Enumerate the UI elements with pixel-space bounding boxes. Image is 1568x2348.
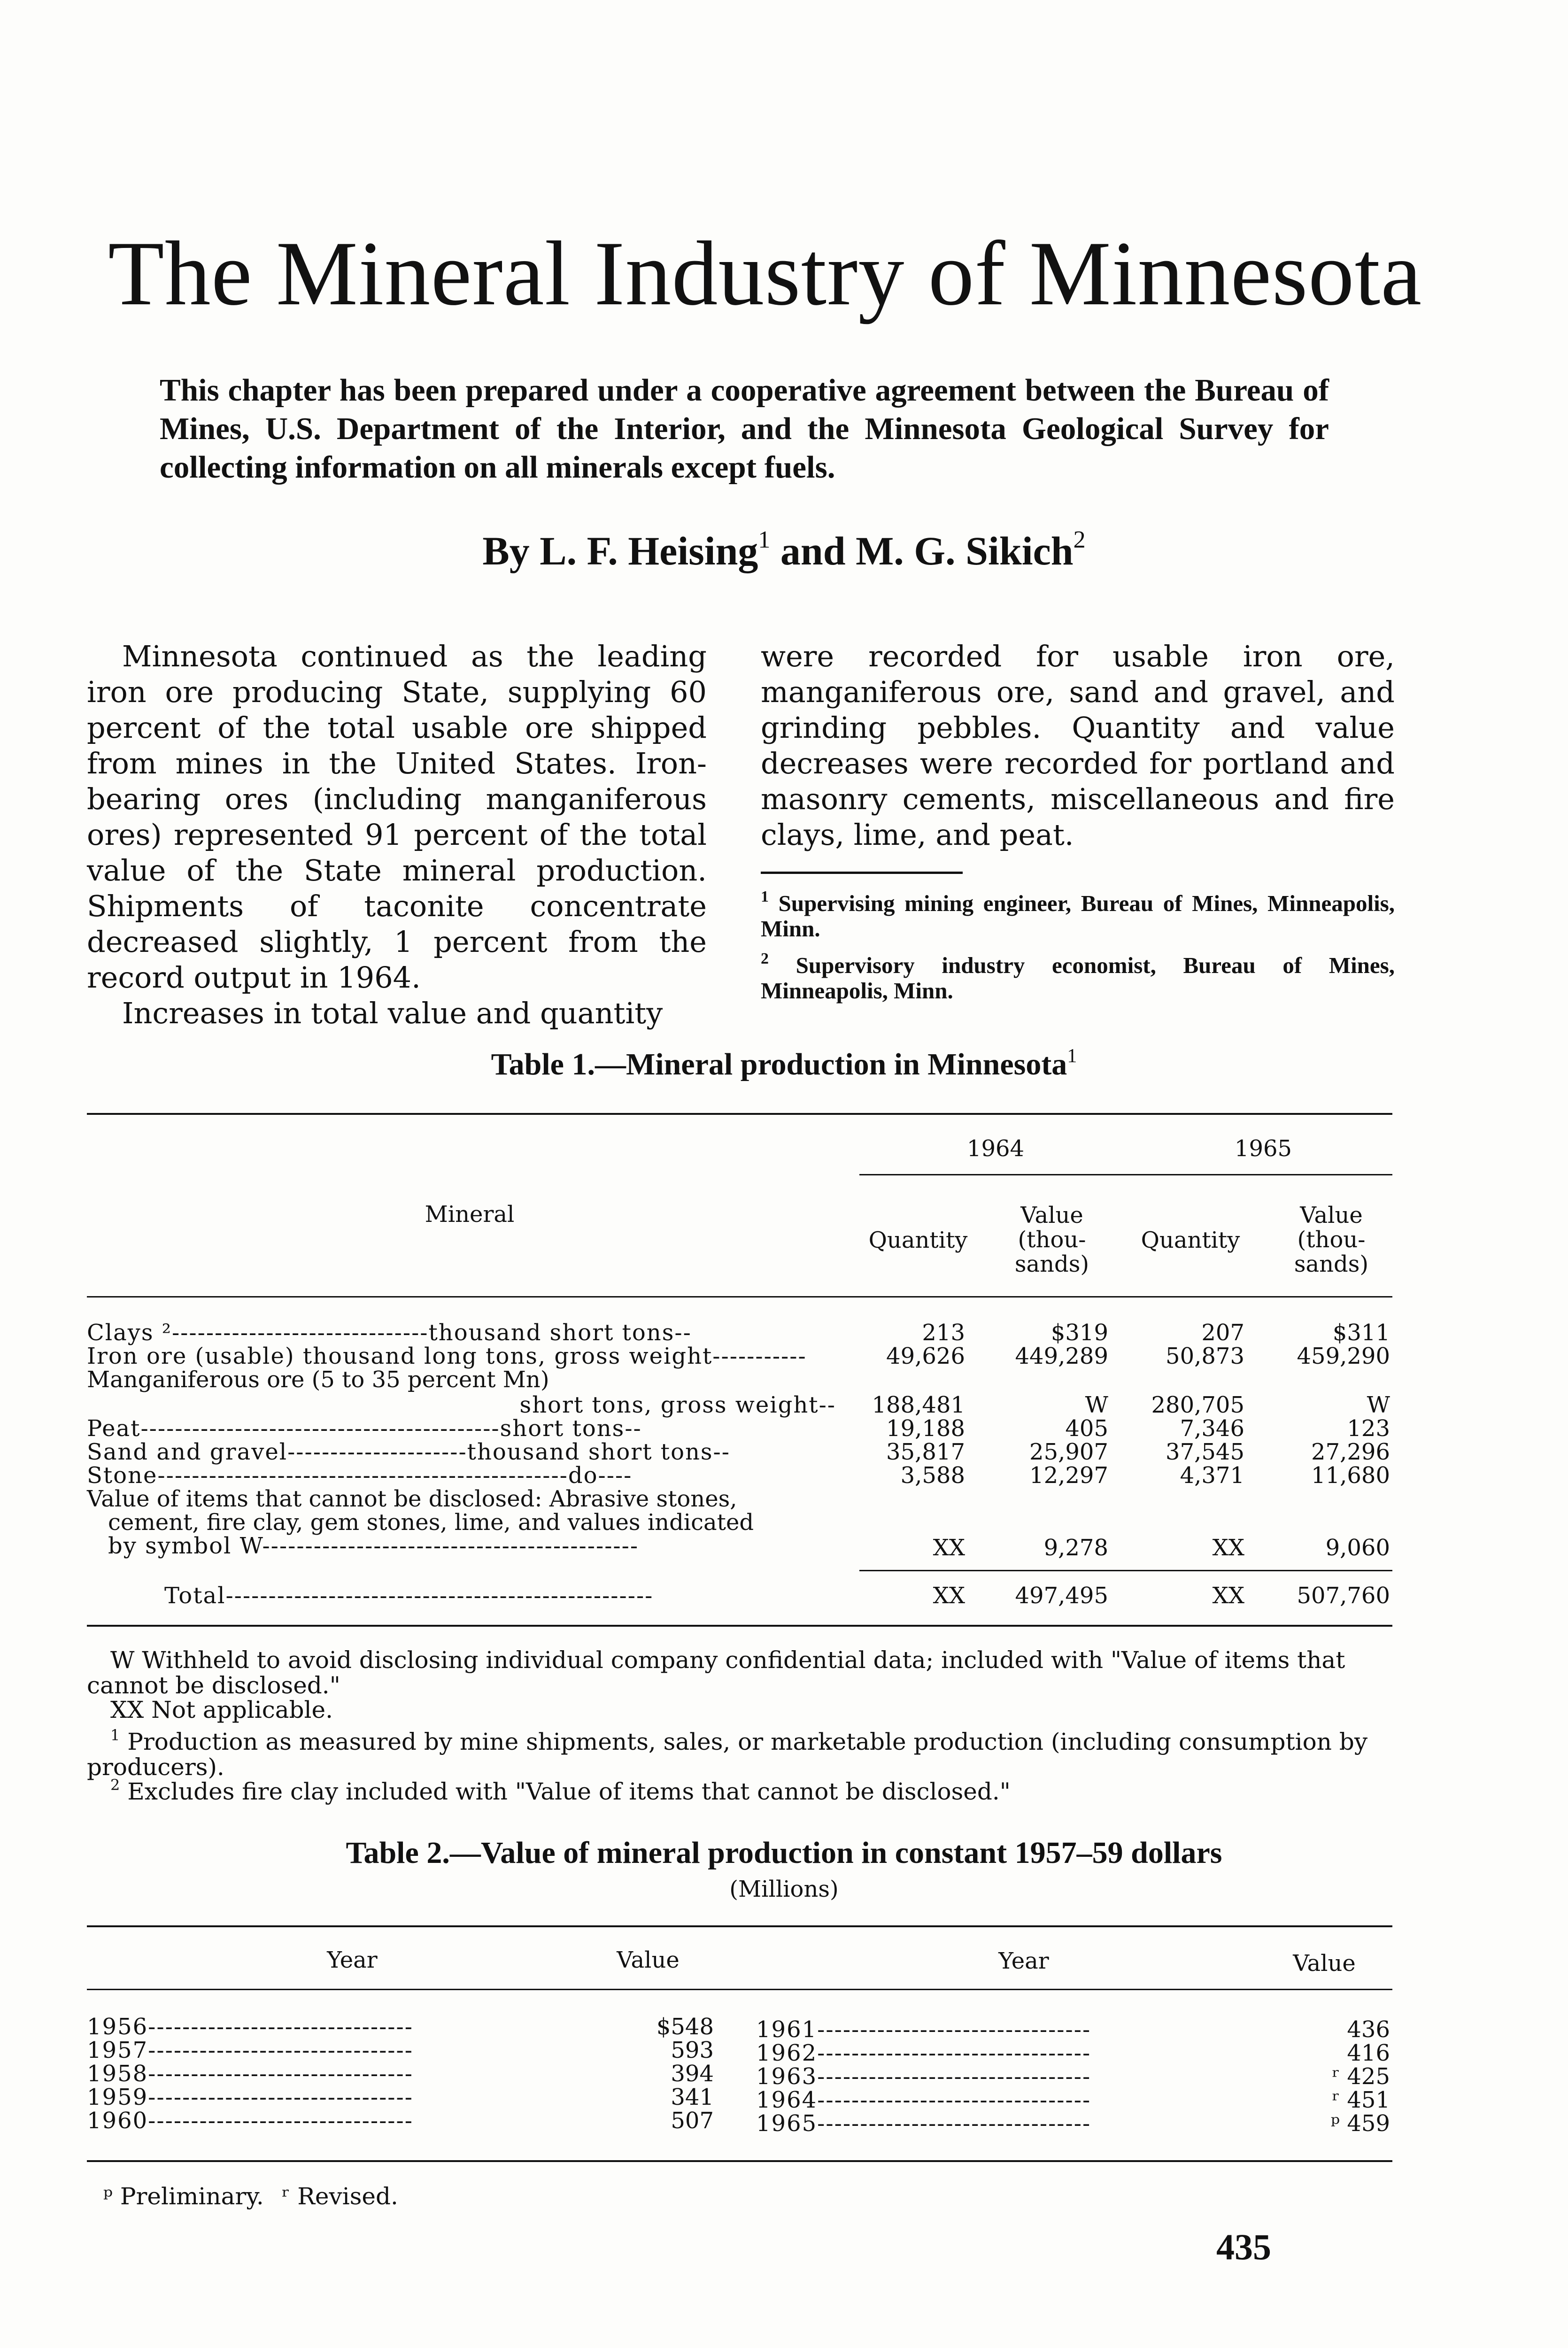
- table-1-cell: 213: [922, 1320, 965, 1346]
- row-unit-text: thousand short tons: [467, 1439, 713, 1465]
- table-1-cell: 9,278: [1043, 1535, 1108, 1561]
- row-unit-text: do: [568, 1462, 598, 1489]
- table-2-row-value: 416: [1347, 2040, 1390, 2066]
- table-1-cell: 12,297: [1029, 1462, 1108, 1489]
- table-1-header-quantity-1965: Quantity: [1141, 1227, 1240, 1253]
- table-1-cell: 19,188: [886, 1415, 965, 1442]
- table-1-caption-text: Table 1.—Mineral production in Minnesota: [491, 1047, 1067, 1081]
- table-1-header-value-1965: [1273, 1203, 1390, 1276]
- table-2-row-value: ʳ 451: [1332, 2087, 1390, 2113]
- table-2-row-year: 1961--------------------------------: [756, 2016, 1091, 2043]
- table-1-header-quantity-1964: Quantity: [868, 1227, 968, 1253]
- table-1-bottom-rule: [87, 1625, 1392, 1627]
- table-1-cell: W: [1367, 1392, 1390, 1418]
- year-text: 1960: [87, 2108, 148, 2134]
- header-value-line3: sands): [1014, 1251, 1089, 1277]
- row-label-text: Iron ore (usable) thousand long tons, gross weight: [87, 1343, 713, 1369]
- table-2-header-year-right: Year: [998, 1948, 1049, 1974]
- year-text: 1961: [756, 2016, 818, 2043]
- table-1-row-label: Peat------------------------------------------short tons--: [87, 1415, 642, 1442]
- table-1-cell: $319: [1050, 1320, 1108, 1346]
- table-1-row-label: Stone------------------------------------------------do----: [87, 1462, 633, 1489]
- table-2-row-year: 1959-------------------------------: [87, 2084, 413, 2110]
- table-2-row-value: $548: [656, 2014, 714, 2040]
- table-2-row-year: 1957-------------------------------: [87, 2037, 413, 2063]
- table-1-row-label: Sand and gravel---------------------thousand short tons--: [87, 1439, 730, 1465]
- note-1-text: Production as measured by mine shipments, sales, or marketable production (including consumption by producers).: [87, 1728, 1368, 1781]
- footnote-2-mark: 2: [761, 950, 769, 967]
- table-2-header-year-left: Year: [327, 1947, 378, 1973]
- year-text: 1965: [756, 2110, 818, 2137]
- author-1-footnote-mark: 1: [758, 526, 771, 553]
- table-1-header-rule: [87, 1296, 1392, 1298]
- table-1-cell: 7,346: [1180, 1415, 1244, 1442]
- table-1-cell: 507,760: [1297, 1583, 1390, 1609]
- table-1-header-mineral: Mineral: [425, 1201, 515, 1228]
- table-2-caption: Table 2.—Value of mineral production in constant 1957–59 dollars: [346, 1836, 1222, 1870]
- table-1-cell: 49,626: [886, 1343, 965, 1369]
- year-text: 1959: [87, 2084, 148, 2110]
- header-value-line1: Value: [1020, 1202, 1083, 1228]
- table-1-cell: 449,289: [1015, 1343, 1108, 1369]
- body-paragraph-2-end: were recorded for usable iron ore, manganiferous ore, sand and gravel, and grinding pebbles. Quantity and value decreases were recorded for portland and masonry cements, miscellaneous and fire clays, lime, and peat.: [761, 639, 1395, 852]
- footnote-2-text: Supervisory industry economist, Bureau of Mines, Minneapolis, Minn.: [761, 952, 1395, 1004]
- table-2-row-value: 593: [671, 2037, 714, 2063]
- table-1-caption-mark: 1: [1067, 1045, 1077, 1067]
- table-2-row-year: 1956-------------------------------: [87, 2014, 413, 2040]
- table-1-cell: XX: [933, 1583, 965, 1609]
- table-1-cell: $311: [1332, 1320, 1390, 1346]
- year-text: 1963: [756, 2063, 818, 2090]
- table-1-cell: 27,296: [1311, 1439, 1390, 1465]
- note-1-mark: 1: [110, 1726, 120, 1744]
- table-1-year-rule: [859, 1174, 1392, 1175]
- footnote-1-text: Supervising mining engineer, Bureau of Mines, Minneapolis, Minn.: [761, 890, 1395, 942]
- table-1-cell: 280,705: [1151, 1392, 1244, 1418]
- footnote-1: [761, 884, 1395, 942]
- page-number: 435: [1216, 2226, 1271, 2267]
- table-1-cell: 35,817: [886, 1439, 965, 1465]
- table-2-row-value: 394: [671, 2061, 714, 2087]
- table-1-cell: 497,495: [1015, 1583, 1108, 1609]
- table-1-caption: [0, 1045, 1568, 1082]
- author-2-footnote-mark: 2: [1073, 526, 1086, 553]
- table-1-cell: 207: [1201, 1320, 1244, 1346]
- byline: [0, 526, 1568, 574]
- table-1-row-label: Iron ore (usable) thousand long tons, gross weight-----------: [87, 1343, 807, 1369]
- table-1-row-label: Manganiferous ore (5 to 35 percent Mn): [87, 1367, 549, 1393]
- table-2-subcaption: (Millions): [729, 1876, 839, 1902]
- table-2-row-value: ʳ 425: [1332, 2063, 1390, 2090]
- table-2-row-year: 1958-------------------------------: [87, 2061, 413, 2087]
- header-value-line2: (thou-: [1297, 1227, 1366, 1253]
- table-1-cell: 37,545: [1166, 1439, 1244, 1465]
- table-2-row-year: 1965--------------------------------: [756, 2110, 1091, 2137]
- author-1: L. F. Heising: [540, 528, 758, 573]
- row-unit-text: thousand short tons: [428, 1320, 675, 1346]
- header-value-line1: Value: [1300, 1202, 1363, 1228]
- table-1-cell: 4,371: [1180, 1462, 1244, 1489]
- table-1-undisclosed-label-3: by symbol W--------------------------------------------: [108, 1533, 639, 1559]
- table-2-row-year: 1963--------------------------------: [756, 2063, 1091, 2090]
- body-paragraph-1: Minnesota continued as the leading iron ore producing State, supplying 60 percent of the total usable ore shipped from mines in the United States. Iron-bearing ores (including manganiferous ores) represented 91 percent of the total value of the State mineral production. Shipments of taconite concentrate decreased slightly, 1 percent from the record output in 1964.: [87, 639, 707, 995]
- table-1-cell: 3,588: [900, 1462, 965, 1489]
- year-text: 1957: [87, 2037, 148, 2063]
- table-1-cell: XX: [933, 1535, 965, 1561]
- row-label-text: Peat: [87, 1415, 141, 1442]
- table-1-total-label: Total--------------------------------------------------: [164, 1583, 654, 1609]
- table-1-cell: 123: [1347, 1415, 1390, 1442]
- table-1-cell: 459,290: [1297, 1343, 1390, 1369]
- table-2-row-year: 1960-------------------------------: [87, 2108, 413, 2134]
- byline-prefix: By: [482, 528, 530, 573]
- table-1-cell: 405: [1065, 1415, 1108, 1442]
- year-text: 1962: [756, 2040, 818, 2066]
- table-1-total-rule: [859, 1570, 1392, 1571]
- table-1-undisclosed-label-1: Value of items that cannot be disclosed: Abrasive stones,: [87, 1486, 737, 1512]
- table-1-note-xx: XX Not applicable.: [110, 1696, 333, 1723]
- row-label-text: Total: [164, 1583, 226, 1609]
- table-2-top-rule: [87, 1925, 1392, 1927]
- note-2-text: Excludes fire clay included with "Value of items that cannot be disclosed.": [127, 1778, 1011, 1805]
- body-column-right: [761, 639, 1395, 1008]
- table-2-row-value: 507: [671, 2108, 714, 2134]
- row-label-text: Clays ²: [87, 1320, 172, 1346]
- table-2-bottom-rule: [87, 2160, 1392, 2162]
- table-1-cell: 9,060: [1325, 1535, 1390, 1561]
- table-1-note-1: [87, 1722, 1392, 1780]
- byline-and: and: [780, 528, 846, 573]
- table-1-undisclosed-label-2: cement, fire clay, gem stones, lime, and values indicated: [108, 1509, 754, 1536]
- table-2-header-value-left: Value: [617, 1947, 680, 1973]
- header-value-line2: (thou-: [1018, 1227, 1086, 1253]
- table-1-row-label: Clays ²------------------------------thousand short tons--: [87, 1320, 692, 1346]
- row-label-text: Stone: [87, 1462, 158, 1489]
- footnote-divider: [761, 872, 963, 874]
- table-2-row-value: 436: [1347, 2016, 1390, 2043]
- body-paragraph-2-start: Increases in total value and quantity: [122, 996, 663, 1030]
- note-2-mark: 2: [110, 1776, 120, 1794]
- table-1-year-1964: 1964: [966, 1135, 1025, 1162]
- table-2-header-value-right: Value: [1293, 1950, 1356, 1977]
- table-2-row-value: 341: [671, 2084, 714, 2110]
- year-text: 1956: [87, 2014, 148, 2040]
- row-unit-text: short tons: [500, 1415, 625, 1442]
- table-2-row-year: 1962--------------------------------: [756, 2040, 1091, 2066]
- footnote-1-mark: 1: [761, 888, 769, 905]
- table-1-cell: 50,873: [1166, 1343, 1244, 1369]
- table-1-cell: 11,680: [1311, 1462, 1390, 1489]
- table-2-row-value: ᵖ 459: [1330, 2110, 1390, 2137]
- table-1-cell: 25,907: [1029, 1439, 1108, 1465]
- table-1-row-unit: short tons, gross weight--: [519, 1392, 836, 1418]
- table-1-cell: W: [1085, 1392, 1108, 1418]
- page-title: The Mineral Industry of Minnesota: [108, 223, 1422, 324]
- author-2: M. G. Sikich: [856, 528, 1074, 573]
- header-value-line3: sands): [1294, 1251, 1369, 1277]
- table-1-top-rule: [87, 1113, 1392, 1115]
- year-text: 1964: [756, 2087, 818, 2113]
- table-2-note-preliminary: ᵖ Preliminary.: [103, 2183, 264, 2210]
- table-2-note-revised: ʳ Revised.: [282, 2183, 398, 2210]
- table-2-row-year: 1964--------------------------------: [756, 2087, 1091, 2113]
- body-column-left: [87, 639, 707, 1031]
- table-1-cell: 188,481: [872, 1392, 965, 1418]
- table-1-note-w: W Withheld to avoid disclosing individual company confidential data; included with "Value of items that cannot be disclosed.": [87, 1646, 1345, 1699]
- table-1-year-1965: 1965: [1234, 1135, 1292, 1162]
- footnote-2: [761, 946, 1395, 1004]
- table-1-header-value-1964: [991, 1203, 1113, 1276]
- table-1-cell: XX: [1212, 1583, 1244, 1609]
- table-1-note-2: [110, 1772, 1392, 1804]
- row-unit-text: short tons, gross weight: [519, 1392, 819, 1418]
- row-label-text: Sand and gravel: [87, 1439, 288, 1465]
- row-label-text: by symbol W: [108, 1533, 263, 1559]
- table-1-cell: XX: [1212, 1535, 1244, 1561]
- table-2-header-rule: [87, 1989, 1392, 1990]
- intro-note: This chapter has been prepared under a cooperative agreement between the Bureau of Mines, U.S. Department of the Interior, and the Minnesota Geological Survey for collecting information on all minerals except fuels.: [160, 373, 1329, 485]
- year-text: 1958: [87, 2061, 148, 2087]
